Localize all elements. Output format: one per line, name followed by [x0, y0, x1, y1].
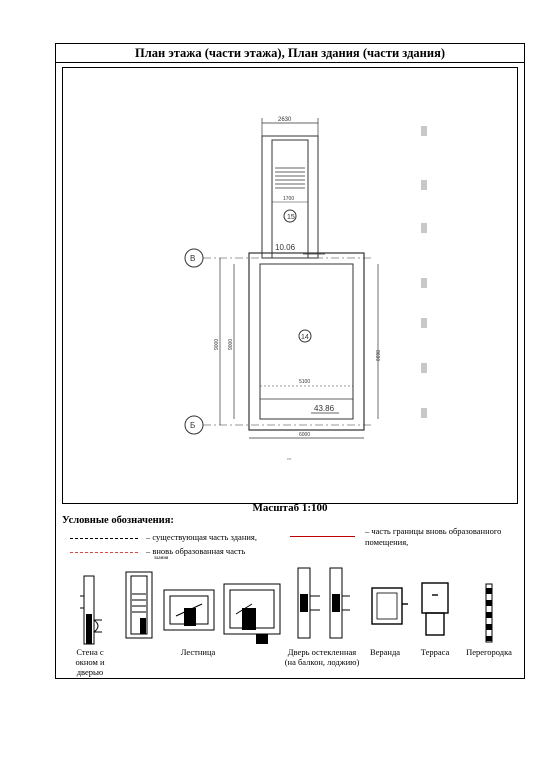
room-14-number: 14 [301, 334, 309, 341]
dim-bottom-text: 6000 [299, 432, 311, 438]
plan-sheet [55, 43, 525, 679]
legend-boundary-line [290, 536, 355, 537]
partition-label: Перегородка [466, 647, 512, 657]
floor-plan-drawing [62, 67, 518, 504]
stairs-symbol-label: Лестница [180, 647, 216, 657]
dim-stair-text: 1700 [283, 196, 295, 202]
glazed-door-symbol [294, 566, 354, 648]
floor-plan-svg [63, 68, 516, 502]
dim-right-text: 8690 [374, 350, 380, 362]
wall-symbol-label: Стена с окном и дверью [75, 647, 105, 677]
terrace-symbol [418, 579, 452, 639]
dim-top-text: 2630 [278, 117, 292, 123]
legend-title: Условные обозначения: [62, 515, 174, 526]
legend-new-line [70, 552, 138, 553]
dim-inner-width-text: 5100 [299, 379, 311, 385]
axis-bottom-label: Б [190, 421, 196, 430]
legend-existing-text: – существующая часть здания, [146, 532, 257, 542]
axis-top-label: В [190, 254, 196, 263]
legend-new-extra: здания [154, 556, 169, 559]
veranda-label: Веранда [369, 647, 401, 657]
dim-left-outer-text: 9000 [214, 338, 220, 350]
legend-boundary-text: – часть границы вновь образованного помещения, [365, 526, 502, 547]
dim-left-inner-text: 9000 [228, 338, 234, 350]
scale-label: Масштаб 1:100 [252, 502, 328, 514]
legend-existing-line [70, 538, 138, 539]
legend-new-text: – вновь образованная часть [146, 546, 246, 556]
stairs-symbol [124, 566, 284, 648]
glazed-door-label: Дверь остекленная (на балкон, лоджию) [284, 647, 360, 667]
room-14-area: 43.86 [314, 404, 335, 413]
sheet-title: План этажа (части этажа), План здания (части здания) [56, 44, 524, 63]
note-bottom: кн. [287, 456, 293, 461]
terrace-label: Терраса [420, 647, 450, 657]
veranda-symbol [368, 584, 408, 634]
room-15-area: 10.06 [275, 243, 296, 252]
room-15-number: 15 [287, 214, 295, 221]
stair-steps [275, 168, 305, 188]
partition-symbol [482, 582, 496, 644]
wall-window-door-symbol [76, 574, 106, 646]
faint-marks [421, 126, 427, 418]
